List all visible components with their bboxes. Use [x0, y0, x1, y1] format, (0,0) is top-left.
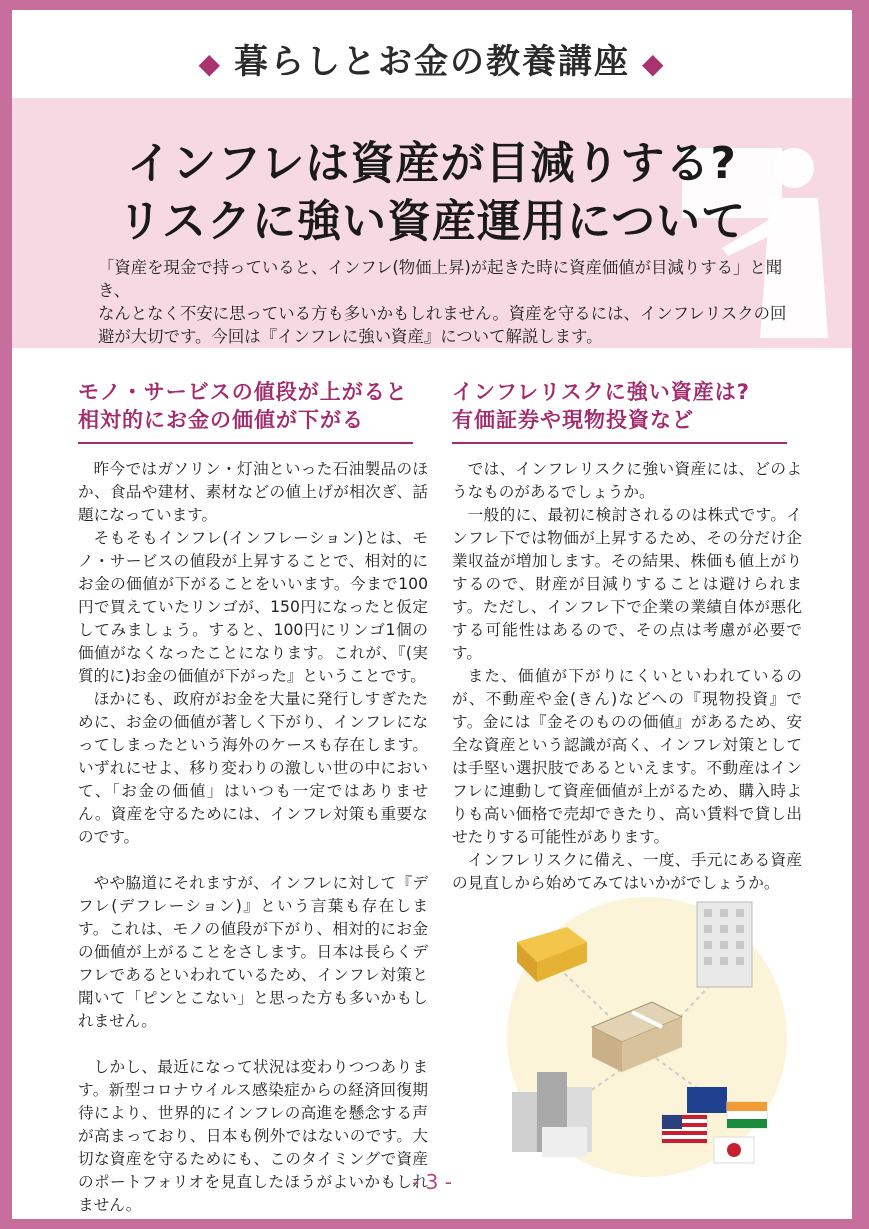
right-column: [452, 378, 802, 895]
right-paragraph-1: では、インフレリスクに強い資産には、どのようなものがあるでしょうか。: [452, 460, 802, 501]
left-heading-line-1: モノ・サービスの値段が上がると: [78, 380, 408, 404]
article-headline: [12, 135, 852, 251]
lead-line-1: 「資産を現金で持っていると、インフレ(物価上昇)が起きた時に資産価値が目減りする」と聞き、: [98, 258, 783, 300]
left-body: [78, 458, 428, 1217]
right-heading-line-1: インフレリスクに強い資産は?: [452, 380, 750, 404]
diamond-left-icon: ◆: [198, 47, 222, 80]
paragraph-gap: [78, 849, 428, 872]
lead-line-3: 避が大切です。今回は『インフレに強い資産』について解説します。: [98, 327, 603, 346]
headline-line-1: インフレは資産が目減りする?: [127, 138, 737, 189]
left-paragraph-2: そもそもインフレ(インフレーション)とは、モノ・サービスの値段が上昇することで、相対的にお金の価値が下がることをいいます。今まで100円で買えていたリンゴが、150円になったと仮定してみましょう。すると、100円にリンゴ1個の価値がなくなったことになります。これが、『(実質的に)お金の価値が下がった』ということです。: [78, 529, 428, 685]
left-paragraph-4: やや脇道にそれますが、インフレに対して『デフレ(デフレーション)』という言葉も存在します。これは、モノの値段が下がり、相対的にお金の価値が上がることをさします。日本は長らくデフレであるといわれているため、インフレ対策と聞いて「ピンとこない」と思った方も多いかもしれません。: [78, 874, 428, 1030]
series-title-text: 暮らしとお金の教養講座: [234, 42, 630, 82]
right-heading: [452, 378, 802, 434]
left-heading-rule: [78, 442, 413, 444]
left-heading: [78, 378, 428, 434]
left-paragraph-1: 昨今ではガソリン・灯油といった石油製品のほか、食品や建材、素材などの値上げが相次ぎ、話題になっています。: [78, 460, 428, 524]
right-body: [452, 458, 802, 895]
left-paragraph-5: しかし、最近になって状況は変わりつつあります。新型コロナウイルス感染症からの経済回復期待により、世界的にインフレの高進を懸念する声が高まっており、日本も例外ではないのです。大切な資産を守るためにも、このタイミングで資産のポートフォリオを見直したほうがよいかもしれません。: [78, 1058, 428, 1214]
lead-line-2: なんとなく不安に思っている方も多いかもしれません。資産を守るには、インフレリスクの回: [98, 304, 787, 323]
left-column: [78, 378, 428, 1217]
right-paragraph-2: 一般的に、最初に検討されるのは株式です。インフレ下では物価が上昇するため、その分だけ企業収益が増加します。その結果、株価も値上がりするので、財産が目減りすることは避けられます。ただし、インフレ下で企業の業績自体が悪化する可能性はあるので、その点は考慮が必要です。: [452, 506, 802, 662]
series-title: [12, 34, 852, 83]
assets-illustration: [482, 887, 812, 1177]
lead-paragraph: [98, 256, 788, 348]
right-paragraph-3: また、価値が下がりにくいといわれているのが、不動産や金(きん)などへの『現物投資』です。金には『金そのものの価値』があるため、安全な資産という認識が高く、インフレ対策としては手堅い選択肢であるといえます。不動産はインフレに連動して資産価値が上がるため、購入時よりも高い価格で売却できたり、高い賃料で貸し出せたりする可能性があります。: [452, 667, 802, 846]
left-heading-line-2: 相対的にお金の価値が下がる: [78, 408, 364, 432]
left-paragraph-3: ほかにも、政府がお金を大量に発行しすぎたために、お金の価値が著しく下がり、インフレになってしまったという海外のケースも存在します。いずれにせよ、移り変わりの激しい世の中において、「お金の価値」はいつも一定ではありません。資産を守るためには、インフレ対策も重要なのです。: [78, 690, 428, 846]
headline-line-2: リスクに強い資産運用について: [117, 196, 747, 247]
right-heading-rule: [452, 442, 787, 444]
diamond-right-icon: ◆: [642, 47, 666, 80]
office-building-icon: [697, 902, 752, 987]
document-page: [12, 10, 852, 1219]
paragraph-gap: [78, 1033, 428, 1056]
page-number: - 3 -: [412, 1170, 452, 1194]
right-paragraph-4: インフレリスクに備え、一度、手元にある資産の見直しから始めてみてはいかがでしょうか。: [452, 851, 802, 892]
right-heading-line-2: 有価証券や現物投資など: [452, 408, 694, 432]
